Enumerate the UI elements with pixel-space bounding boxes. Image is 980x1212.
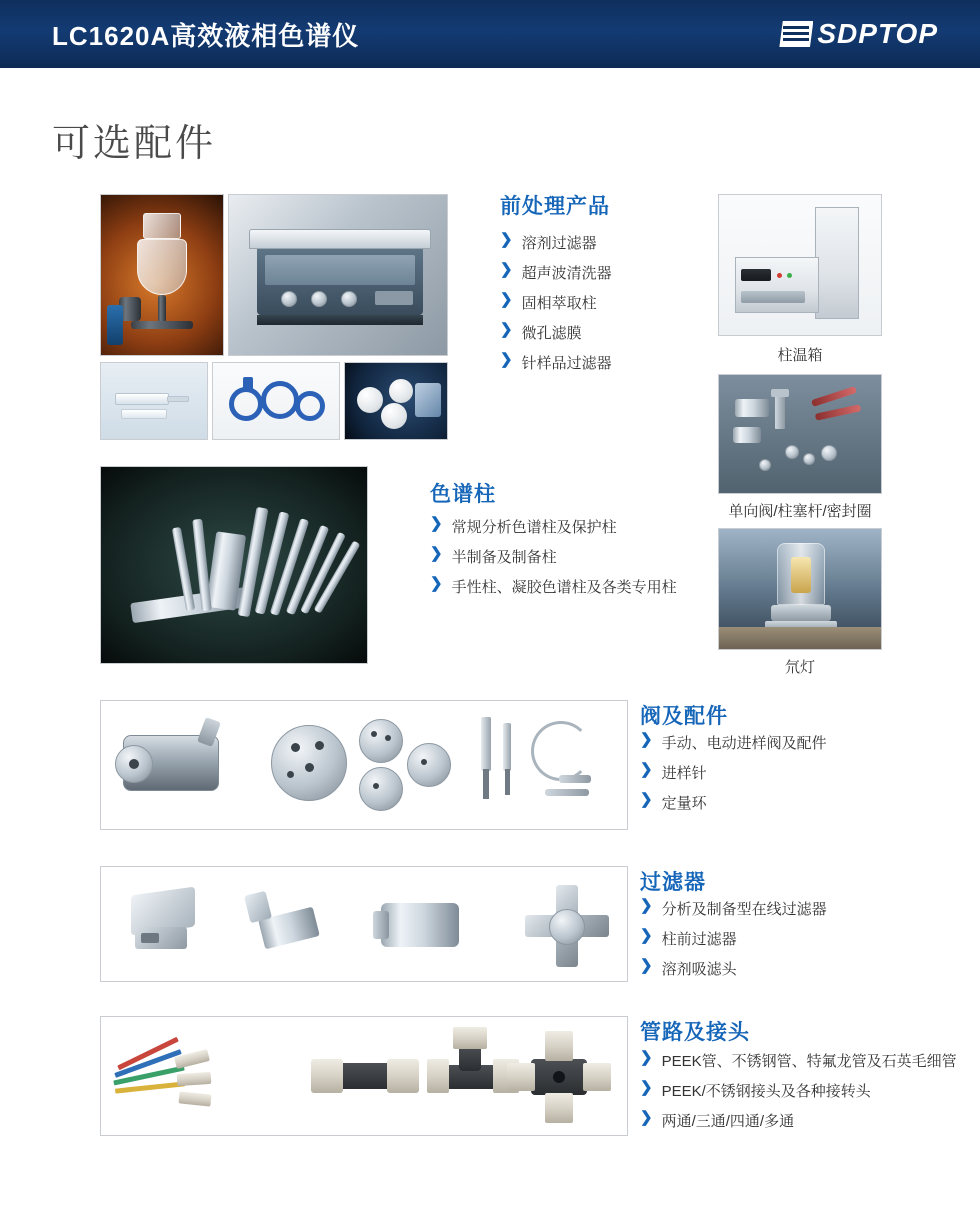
chevron-right-icon: ❯ (430, 575, 443, 592)
list-item: ❯ 定量环 (640, 791, 707, 812)
chevron-right-icon: ❯ (640, 957, 653, 974)
brand-logo (779, 18, 938, 50)
list-item: ❯ PEEK管、不锈钢管、特氟龙管及石英毛细管 (640, 1049, 957, 1070)
list-item: ❯ 针样品过滤器 (500, 351, 612, 372)
list-item: ❯ 常规分析色谱柱及保护柱 (430, 515, 617, 536)
photo-check-valve-parts (718, 374, 882, 494)
photo-valves (100, 700, 628, 830)
section-list-filter (640, 898, 827, 988)
chevron-right-icon: ❯ (500, 231, 513, 248)
photo-membranes (344, 362, 448, 440)
chevron-right-icon: ❯ (640, 927, 653, 944)
section-list-pretreatment (500, 232, 612, 382)
section-list-column (430, 516, 677, 606)
chevron-right-icon: ❯ (640, 761, 653, 778)
page-header (0, 0, 980, 68)
list-item: ❯ 柱前过滤器 (640, 927, 737, 948)
list-item: ❯ 溶剂过滤器 (500, 231, 597, 252)
section-heading-pretreatment: 前处理产品 (500, 195, 610, 218)
photo-tubing-fittings (100, 1016, 628, 1136)
section-heading-valve: 阀及配件 (640, 705, 728, 728)
section-heading-column: 色谱柱 (430, 483, 496, 506)
list-item: ❯ 超声波清洗器 (500, 261, 612, 282)
chevron-right-icon: ❯ (640, 1109, 653, 1126)
photo-syringe-filters (212, 362, 340, 440)
chevron-right-icon: ❯ (430, 515, 443, 532)
chevron-right-icon: ❯ (640, 791, 653, 808)
list-item: ❯ 固相萃取柱 (500, 291, 597, 312)
list-item: ❯ 手动、电动进样阀及配件 (640, 731, 827, 752)
chevron-right-icon: ❯ (640, 1049, 653, 1066)
photo-filters (100, 866, 628, 982)
header-title: LC1620A高效液相色谱仪 (52, 20, 360, 51)
chevron-right-icon: ❯ (430, 545, 443, 562)
photo-solvent-filter (100, 194, 224, 356)
list-item: ❯ 手性柱、凝胶色谱柱及各类专用柱 (430, 575, 677, 596)
page-title: 可选配件 (52, 123, 217, 165)
caption-deuterium-lamp: 氘灯 (784, 659, 815, 676)
section-heading-tubing: 管路及接头 (640, 1021, 750, 1044)
caption-check-valve: 单向阀/柱塞杆/密封圈 (728, 503, 872, 520)
chevron-right-icon: ❯ (640, 1079, 653, 1096)
photo-spe-cartridge (100, 362, 208, 440)
list-item: ❯ 半制备及制备柱 (430, 545, 557, 566)
photo-deuterium-lamp (718, 528, 882, 650)
chevron-right-icon: ❯ (640, 731, 653, 748)
chevron-right-icon: ❯ (500, 321, 513, 338)
photo-chromatography-columns (100, 466, 368, 664)
list-item: ❯ 进样针 (640, 761, 707, 782)
list-item: ❯ PEEK/不锈钢接头及各种接转头 (640, 1079, 871, 1100)
brand-logo-text: SDPTOP (817, 18, 938, 49)
chevron-right-icon: ❯ (500, 291, 513, 308)
list-item: ❯ 两通/三通/四通/多通 (640, 1109, 795, 1130)
sdptop-logo-icon (779, 21, 813, 47)
chevron-right-icon: ❯ (640, 897, 653, 914)
section-list-tubing (640, 1050, 957, 1140)
photo-ultrasonic-cleaner (228, 194, 448, 356)
caption-column-oven: 柱温箱 (777, 347, 823, 364)
section-list-valve (640, 732, 827, 822)
list-item: ❯ 溶剂吸滤头 (640, 957, 737, 978)
list-item: ❯ 分析及制备型在线过滤器 (640, 897, 827, 918)
chevron-right-icon: ❯ (500, 261, 513, 278)
list-item: ❯ 微孔滤膜 (500, 321, 582, 342)
photo-column-oven (718, 194, 882, 336)
chevron-right-icon: ❯ (500, 351, 513, 368)
section-heading-filter: 过滤器 (640, 871, 706, 894)
